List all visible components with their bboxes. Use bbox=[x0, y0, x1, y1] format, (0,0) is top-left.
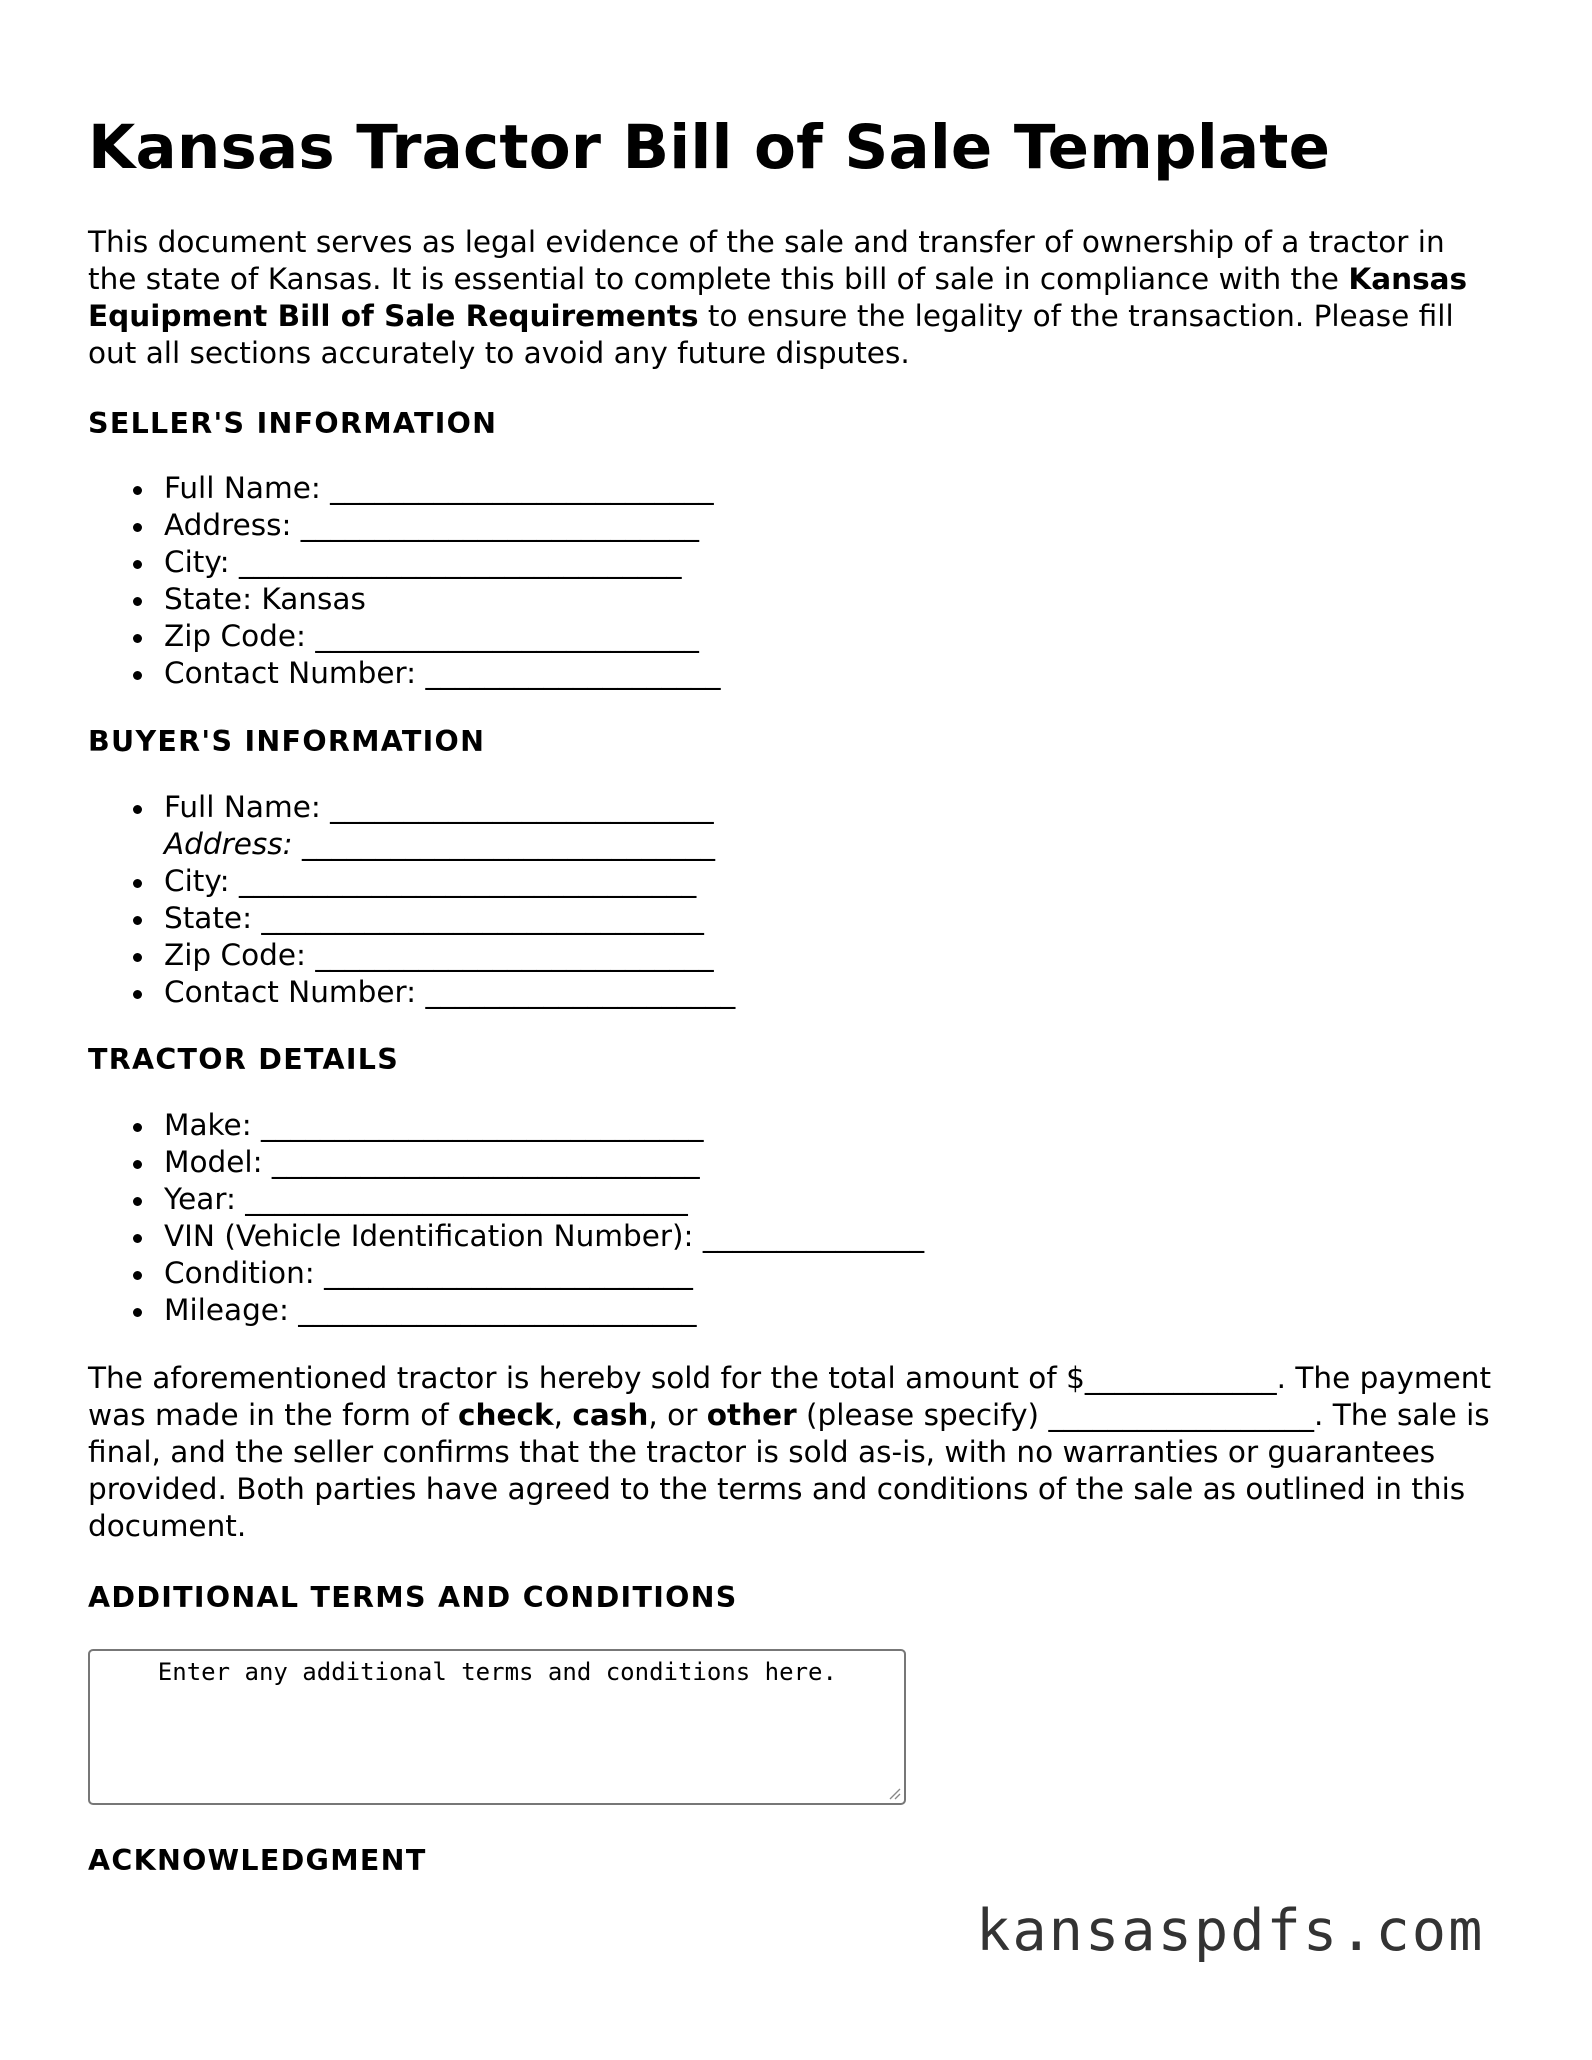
page-title: Kansas Tractor Bill of Sale Template bbox=[88, 112, 1331, 183]
buyer-city-field: City: _______________________________ bbox=[88, 863, 735, 900]
buyer-address-label: Address: bbox=[164, 827, 293, 861]
intro-bold-requirements: Kansas Equipment Bill of Sale Requirements bbox=[88, 262, 1468, 333]
payment-check: check bbox=[458, 1398, 554, 1432]
additional-terms-textarea[interactable] bbox=[88, 1649, 906, 1805]
watermark: kansaspdfs.com bbox=[976, 1898, 1485, 1964]
seller-address-field: Address: ___________________________ bbox=[88, 507, 720, 544]
intro-text-2: to ensure the legality of the transaction. Please fill out all sections accurately to avoid any future disputes. bbox=[88, 299, 1454, 370]
tractor-year-field: Year: ______________________________ bbox=[88, 1181, 924, 1218]
tractor-fields-list bbox=[88, 1107, 924, 1329]
intro-paragraph bbox=[88, 224, 1498, 372]
buyer-fields-list bbox=[88, 789, 735, 1011]
buyer-state-field: State: ______________________________ bbox=[88, 900, 735, 937]
acknowledgment-heading: ACKNOWLEDGMENT bbox=[88, 1844, 427, 1877]
seller-fields-list bbox=[88, 470, 720, 692]
tractor-vin-field: VIN (Vehicle Identification Number): _______________ bbox=[88, 1218, 924, 1255]
additional-terms-placeholder: Enter any additional terms and conditions here. bbox=[100, 1658, 837, 1686]
buyer-contact-field: Contact Number: _____________________ bbox=[88, 974, 735, 1011]
resize-grip-icon[interactable] bbox=[887, 1786, 901, 1800]
intro-text-1: This document serves as legal evidence of the sale and transfer of ownership of a tractor in the state of Kansas. It is essential to complete this bill of sale in compliance with the bbox=[88, 225, 1445, 296]
seller-full-name-field: Full Name: __________________________ bbox=[88, 470, 720, 507]
additional-terms-heading: ADDITIONAL TERMS AND CONDITIONS bbox=[88, 1581, 738, 1614]
payment-cash: cash bbox=[572, 1398, 649, 1432]
tractor-condition-field: Condition: _________________________ bbox=[88, 1255, 924, 1292]
tractor-heading: TRACTOR DETAILS bbox=[88, 1043, 400, 1076]
buyer-full-name-field: Full Name: __________________________ bbox=[88, 789, 735, 826]
tractor-make-field: Make: ______________________________ bbox=[88, 1107, 924, 1144]
tractor-mileage-field: Mileage: ___________________________ bbox=[88, 1292, 924, 1329]
payment-other: other bbox=[706, 1398, 797, 1432]
seller-state-field: State: Kansas bbox=[88, 581, 720, 618]
seller-city-field: City: ______________________________ bbox=[88, 544, 720, 581]
buyer-zip-field: Zip Code: ___________________________ bbox=[88, 937, 735, 974]
tractor-model-field: Model: _____________________________ bbox=[88, 1144, 924, 1181]
sale-terms-paragraph: The aforementioned tractor is hereby sold for the total amount of $_____________. The payment was made in the form of check, cash, or other (please specify) __________________. The sale is final, and the seller confirms that the tractor is sold as-is, with no warranties or guarantees provided. Both parties have agreed to the terms and conditions of the sale as outlined in this document. bbox=[88, 1361, 1492, 1543]
buyer-heading: BUYER'S INFORMATION bbox=[88, 725, 486, 758]
buyer-address-field: Address: ____________________________ bbox=[164, 827, 715, 861]
seller-heading: SELLER'S INFORMATION bbox=[88, 407, 498, 440]
seller-contact-field: Contact Number: ____________________ bbox=[88, 655, 720, 692]
seller-zip-field: Zip Code: __________________________ bbox=[88, 618, 720, 655]
